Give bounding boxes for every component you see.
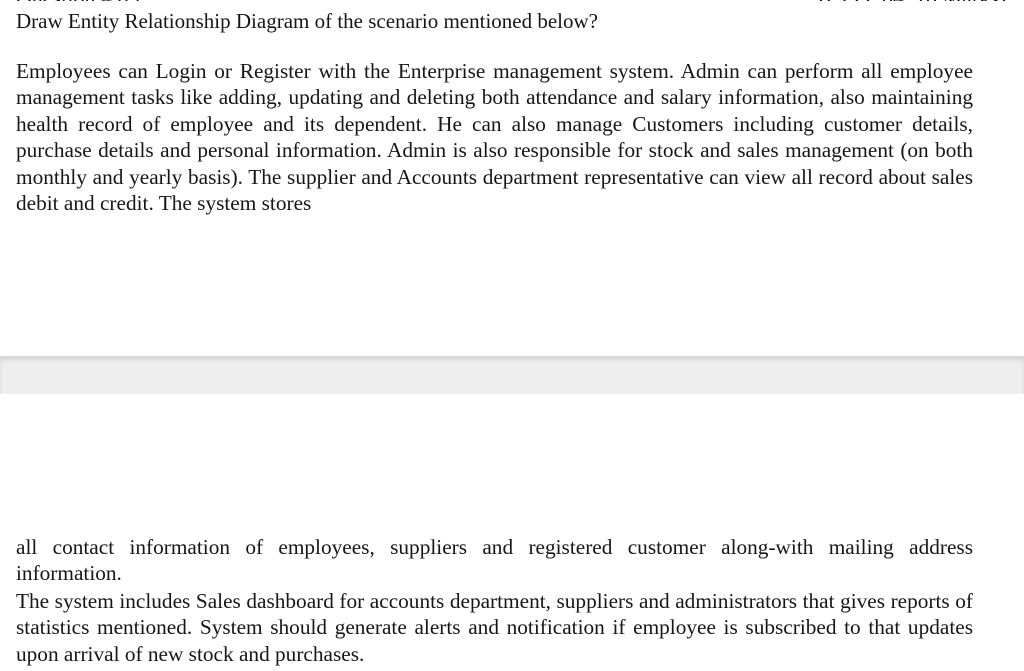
- dashboard-paragraph: The system includes Sales dashboard for accounts department, suppliers and administrators that gives reports of statistics mentioned. System should generate alerts and notification if employee is subscribed to that updates upon arrival of new stock and purchases.: [16, 589, 973, 666]
- scenario-paragraph: Employees can Login or Register with the Enterprise management system. Admin can perform all employee management tasks like adding, updating and deleting both attendance and salary information, also maintaining health record of employee and its dependent. He can also manage Customers including customer details, purchase details and personal information. Admin is also responsible for stock and sales management (on both monthly and yearly basis). The supplier and Accounts department representative can view all record about sales debit and credit. The system stores: [16, 59, 973, 216]
- question-marks: [819, 0, 1006, 1]
- page-section-bottom: [0, 394, 1024, 671]
- cut-off-header: [0, 0, 1024, 1]
- contact-info-paragraph: all contact information of employees, suppliers and registered customer along-with mailing address information.: [16, 535, 973, 586]
- page-separator: [0, 356, 1024, 395]
- question-number: [16, 0, 146, 1]
- question-heading: Draw Entity Relationship Diagram of the scenario mentioned below?: [16, 9, 599, 33]
